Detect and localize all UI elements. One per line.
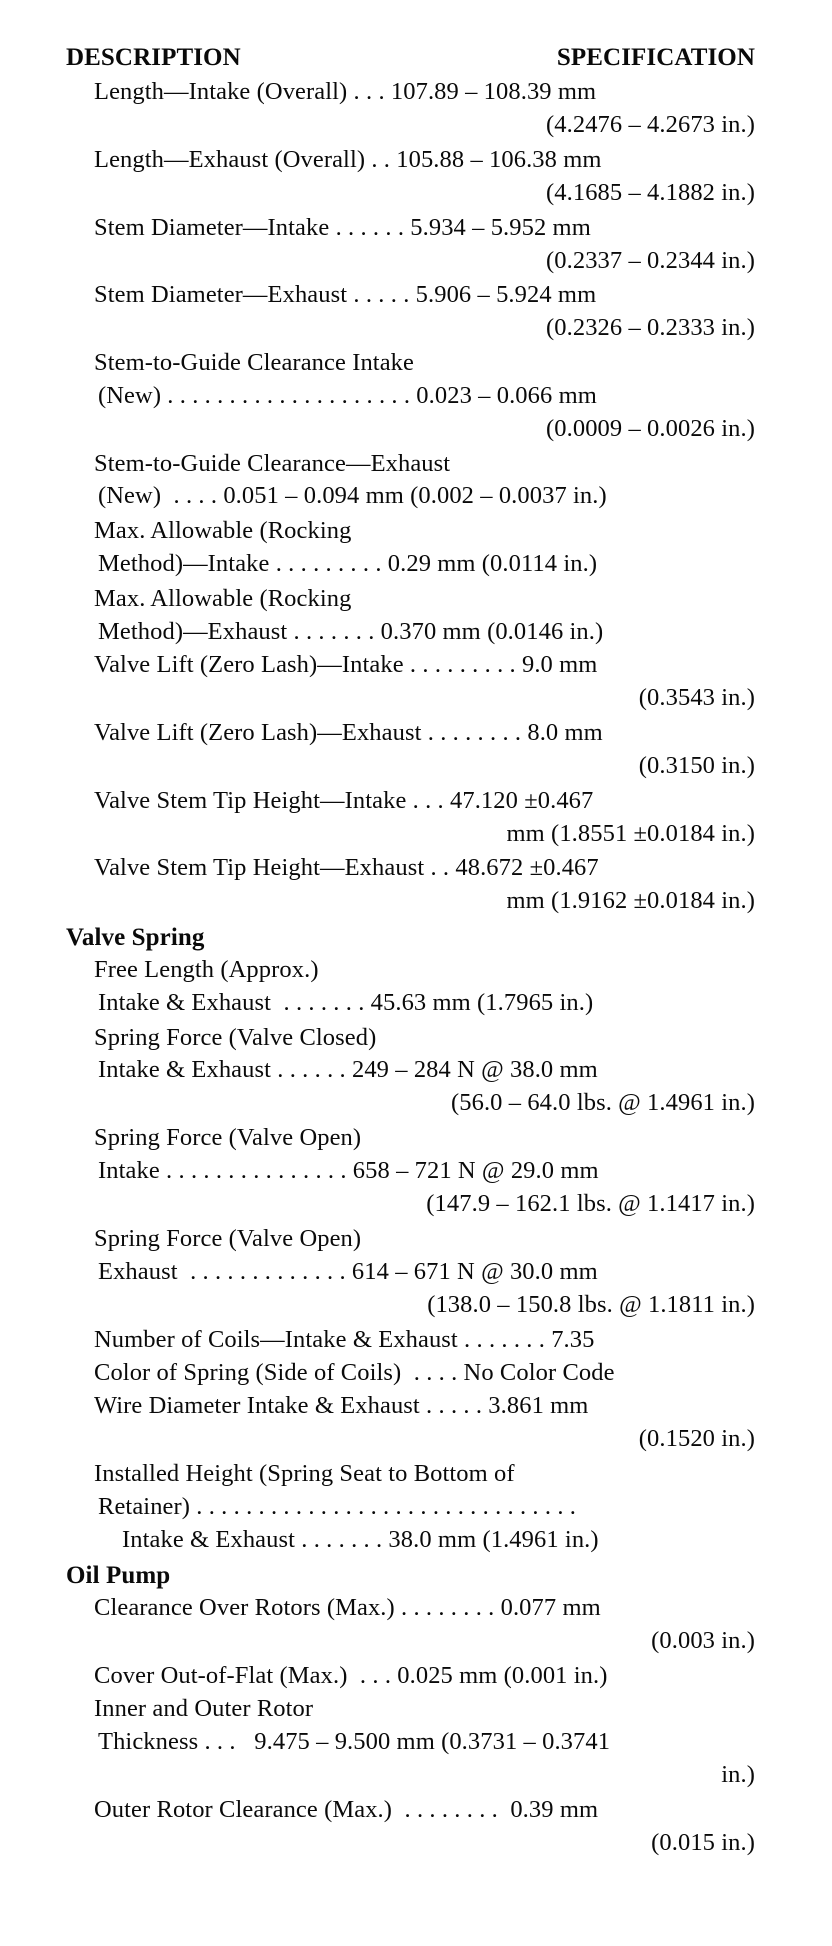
spec-line: Spring Force (Valve Open) (94, 1124, 362, 1151)
spec-line: Stem-to-Guide Clearance—Exhaust (94, 450, 451, 477)
spec-line: (0.3543 in.) (638, 684, 755, 711)
column-header-description: DESCRIPTION (66, 44, 241, 71)
spec-line: Spring Force (Valve Open) (94, 1225, 362, 1252)
spec-line: Color of Spring (Side of Coils) . . . . No Color Code (94, 1359, 615, 1386)
spec-line: (0.0009 – 0.0026 in.) (546, 415, 755, 442)
spec-line: (147.9 – 162.1 lbs. @ 1.1417 in.) (426, 1190, 755, 1217)
spec-line: Valve Stem Tip Height—Intake . . . 47.120 ±0.467 (94, 787, 594, 814)
spec-line: (0.015 in.) (651, 1829, 755, 1856)
spec-line: Max. Allowable (Rocking (94, 517, 352, 544)
spec-line: Length—Exhaust (Overall) . . 105.88 – 106.38 mm (94, 146, 602, 173)
spec-line: (138.0 – 150.8 lbs. @ 1.1811 in.) (427, 1291, 755, 1318)
spec-line: Thickness . . . 9.475 – 9.500 mm (0.3731 – 0.3741 (98, 1728, 611, 1755)
spec-line: Inner and Outer Rotor (94, 1695, 314, 1722)
spec-line: Stem Diameter—Intake . . . . . . 5.934 – 5.952 mm (94, 214, 591, 241)
spec-line: Free Length (Approx.) (94, 956, 319, 983)
spec-line: Cover Out-of-Flat (Max.) . . . 0.025 mm (0.001 in.) (94, 1662, 608, 1689)
spec-line: Spring Force (Valve Closed) (94, 1024, 377, 1051)
spec-line: Stem Diameter—Exhaust . . . . . 5.906 – 5.924 mm (94, 281, 597, 308)
spec-line: Length—Intake (Overall) . . . 107.89 – 108.39 mm (94, 78, 597, 105)
spec-line: Wire Diameter Intake & Exhaust . . . . . 3.861 mm (94, 1392, 589, 1419)
spec-line: mm (1.8551 ±0.0184 in.) (506, 820, 755, 847)
spec-line: Number of Coils—Intake & Exhaust . . . . . . . 7.35 (94, 1326, 595, 1353)
spec-line: (4.2476 – 4.2673 in.) (546, 111, 755, 138)
spec-line: (0.1520 in.) (638, 1425, 755, 1452)
spec-line: Intake . . . . . . . . . . . . . . . 658 – 721 N @ 29.0 mm (98, 1157, 599, 1184)
column-header-specification: SPECIFICATION (556, 44, 755, 71)
spec-line: Stem-to-Guide Clearance Intake (94, 349, 415, 376)
spec-line: (New) . . . . 0.051 – 0.094 mm (0.002 – 0.0037 in.) (98, 482, 607, 509)
spec-line: mm (1.9162 ±0.0184 in.) (506, 887, 755, 914)
spec-line: (0.2326 – 0.2333 in.) (546, 314, 755, 341)
spec-line: Retainer) . . . . . . . . . . . . . . . . . . . . . . . . . . . . . . . (98, 1493, 576, 1520)
spec-line: Intake & Exhaust . . . . . . . 45.63 mm (1.7965 in.) (98, 989, 594, 1016)
spec-line: (0.003 in.) (651, 1627, 755, 1654)
spec-line: in.) (721, 1761, 755, 1788)
spec-line: Intake & Exhaust . . . . . . . 38.0 mm (1.4961 in.) (122, 1526, 599, 1553)
spec-line: Valve Stem Tip Height—Exhaust . . 48.672 ±0.467 (94, 854, 599, 881)
spec-line: (0.2337 – 0.2344 in.) (546, 247, 755, 274)
spec-line: Valve Lift (Zero Lash)—Intake . . . . . . . . . 9.0 mm (94, 651, 598, 678)
spec-line: Intake & Exhaust . . . . . . 249 – 284 N @ 38.0 mm (98, 1056, 598, 1083)
spec-line: Max. Allowable (Rocking (94, 585, 352, 612)
spec-line: Installed Height (Spring Seat to Bottom of (94, 1460, 515, 1487)
spec-line: Exhaust . . . . . . . . . . . . . 614 – 671 N @ 30.0 mm (98, 1258, 598, 1285)
section-heading-oil-pump: Oil Pump (66, 1562, 171, 1589)
spec-line: (New) . . . . . . . . . . . . . . . . . . . . 0.023 – 0.066 mm (98, 382, 597, 409)
section-heading-valve-spring: Valve Spring (66, 924, 205, 951)
spec-line: Clearance Over Rotors (Max.) . . . . . . . . 0.077 mm (94, 1594, 601, 1621)
spec-line: (4.1685 – 4.1882 in.) (546, 179, 755, 206)
spec-line: Method)—Exhaust . . . . . . . 0.370 mm (0.0146 in.) (98, 618, 604, 645)
spec-line: (56.0 – 64.0 lbs. @ 1.4961 in.) (450, 1089, 755, 1116)
spec-line: Method)—Intake . . . . . . . . . 0.29 mm (0.0114 in.) (98, 550, 598, 577)
spec-line: Outer Rotor Clearance (Max.) . . . . . . . . 0.39 mm (94, 1796, 599, 1823)
spec-line: Valve Lift (Zero Lash)—Exhaust . . . . . . . . 8.0 mm (94, 719, 603, 746)
spec-line: (0.3150 in.) (638, 752, 755, 779)
